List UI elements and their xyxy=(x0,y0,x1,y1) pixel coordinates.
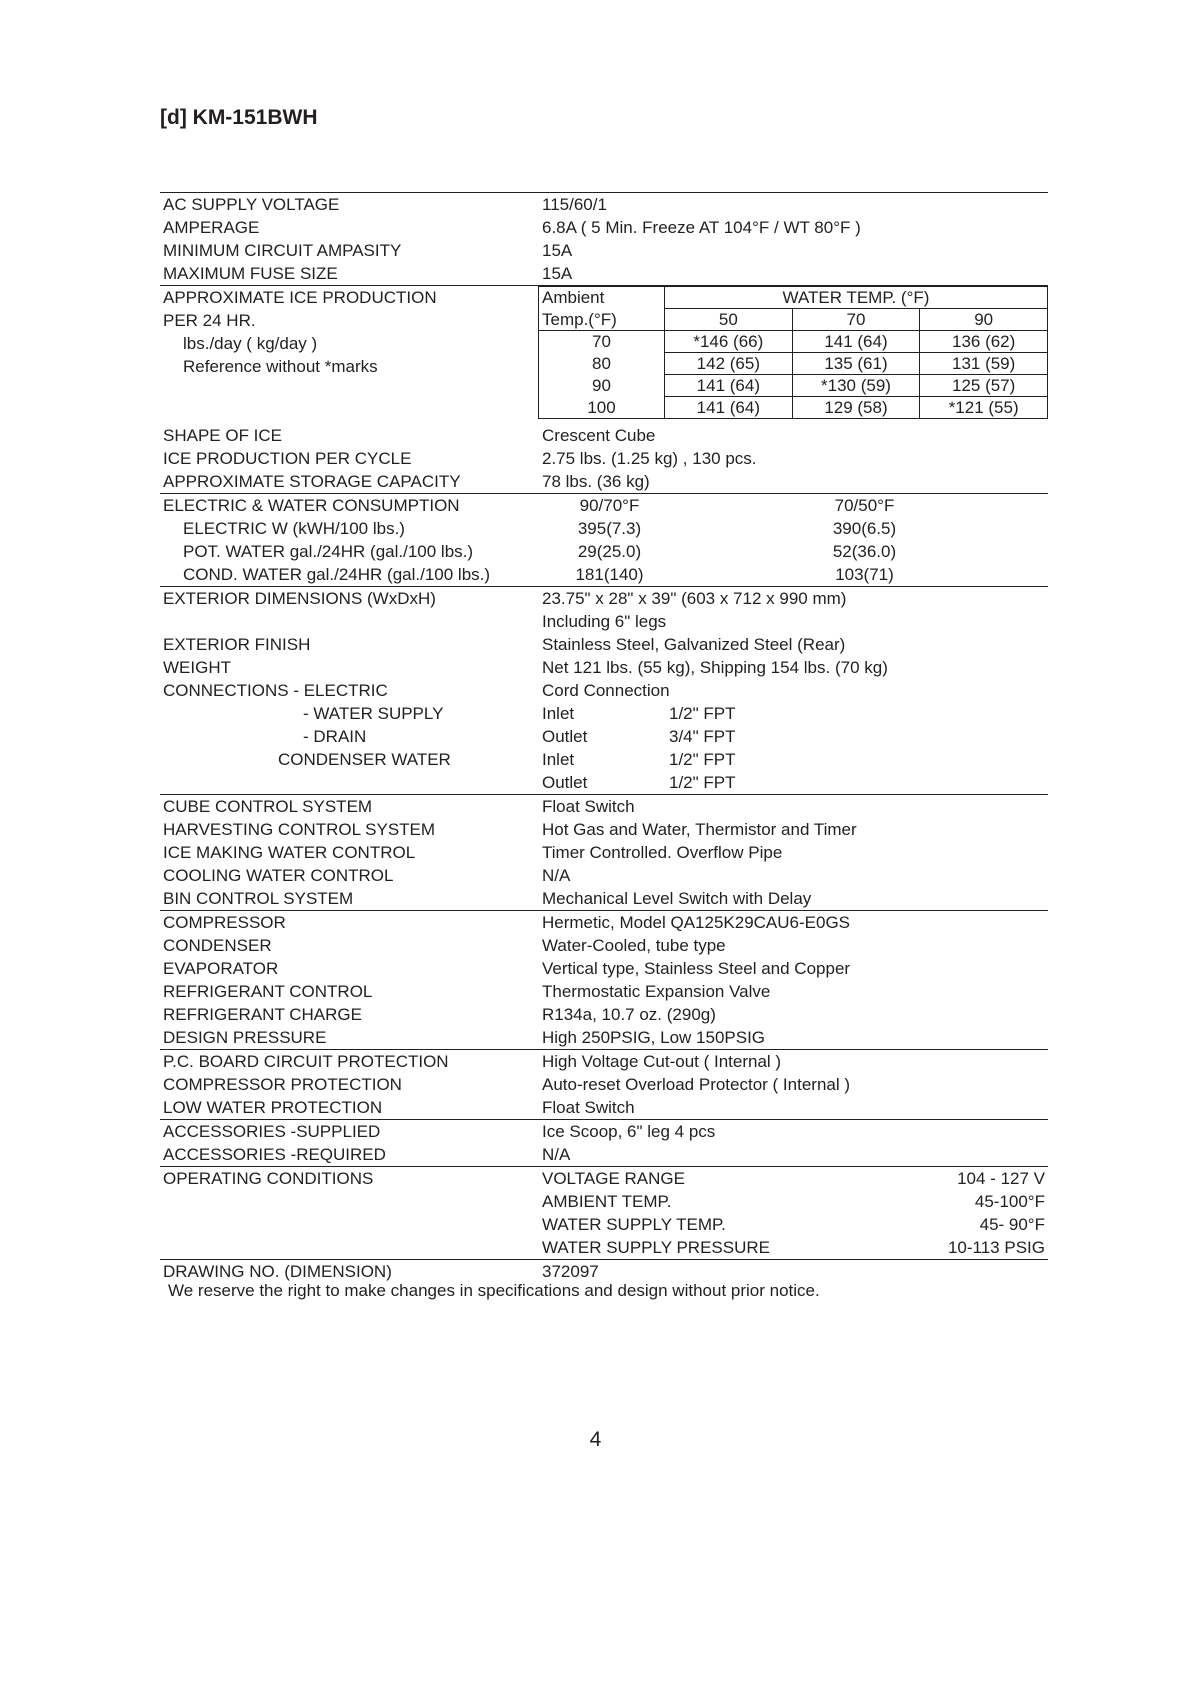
spec-row xyxy=(160,1073,1048,1096)
operating-row xyxy=(160,1167,1048,1190)
spec-value: 23.75" x 28" x 39" (603 x 712 x 990 mm) xyxy=(542,589,847,608)
spec-value: Auto-reset Overload Protector ( Internal ) xyxy=(542,1075,851,1094)
spec-row xyxy=(160,447,1048,470)
spec-label: REFRIGERANT CHARGE xyxy=(163,1005,362,1024)
spec-label: DRAWING NO. (DIMENSION) xyxy=(163,1262,392,1281)
spec-row xyxy=(160,656,1048,679)
production-cell: 135 (61) xyxy=(792,353,920,375)
ambient-header: Ambient xyxy=(539,287,665,309)
spec-value: Water-Cooled, tube type xyxy=(542,936,726,955)
spec-value: Outlet xyxy=(542,773,588,792)
spec-value: Hot Gas and Water, Thermistor and Timer xyxy=(542,820,857,839)
spec-label: AC SUPPLY VOLTAGE xyxy=(163,195,340,214)
spec-value: Stainless Steel, Galvanized Steel (Rear) xyxy=(542,635,846,654)
production-cell: *121 (55) xyxy=(920,397,1048,419)
production-cell: 141 (64) xyxy=(665,375,793,397)
production-cell: 131 (59) xyxy=(920,353,1048,375)
spec-value: Thermostatic Expansion Valve xyxy=(542,982,771,1001)
consumption-value: 52(36.0) xyxy=(832,542,897,561)
spec-value: Float Switch xyxy=(542,797,635,816)
production-cell: 142 (65) xyxy=(665,353,793,375)
operating-value: 104 - 127 V xyxy=(957,1169,1045,1188)
spec-value: 3/4" FPT xyxy=(669,727,736,746)
production-cell: 125 (57) xyxy=(920,375,1048,397)
ice-production-table xyxy=(538,286,1048,419)
spec-value: 1/2" FPT xyxy=(669,704,736,723)
ambient-cell: 100 xyxy=(539,397,665,419)
spec-label: LOW WATER PROTECTION xyxy=(163,1098,383,1117)
consumption-value: 29(25.0) xyxy=(577,542,642,561)
spec-label: COMPRESSOR xyxy=(163,913,286,932)
consumption-value: 181(140) xyxy=(575,565,644,584)
spec-row xyxy=(160,587,1048,610)
spec-row xyxy=(160,841,1048,864)
spec-row xyxy=(160,193,1048,216)
spec-label: CONDENSER xyxy=(163,936,272,955)
spec-label: MINIMUM CIRCUIT AMPASITY xyxy=(163,241,402,260)
spec-value: Net 121 lbs. (55 kg), Shipping 154 lbs. (70 kg) xyxy=(542,658,888,677)
spec-label: COOLING WATER CONTROL xyxy=(163,866,394,885)
spec-value: N/A xyxy=(542,866,571,885)
operating-value: 45- 90°F xyxy=(979,1215,1045,1234)
water-temp-header: WATER TEMP. (°F) xyxy=(665,287,1048,309)
ice-production-section xyxy=(160,286,1048,424)
consumption-row xyxy=(160,517,1048,540)
spec-value: Timer Controlled. Overflow Pipe xyxy=(542,843,783,862)
reference-note: Reference without *marks xyxy=(183,357,378,376)
spec-value: 1/2" FPT xyxy=(669,773,736,792)
spec-row xyxy=(160,1026,1048,1050)
spec-row xyxy=(160,470,1048,494)
spec-row xyxy=(160,864,1048,887)
spec-row xyxy=(160,702,1048,725)
production-cell: 136 (62) xyxy=(920,331,1048,353)
water-temp-col: 70 xyxy=(792,309,920,331)
spec-value: Cord Connection xyxy=(542,681,670,700)
water-temp-col: 90 xyxy=(920,309,1048,331)
spec-value: 115/60/1 xyxy=(542,195,607,214)
water-temp-col: 50 xyxy=(665,309,793,331)
spec-value: High Voltage Cut-out ( Internal ) xyxy=(542,1052,782,1071)
spec-value: Vertical type, Stainless Steel and Copper xyxy=(542,959,851,978)
spec-value: Outlet xyxy=(542,727,588,746)
spec-value: Crescent Cube xyxy=(542,426,656,445)
spec-row xyxy=(160,1120,1048,1143)
spec-row xyxy=(160,1050,1048,1073)
spec-row xyxy=(160,934,1048,957)
operating-value: 45-100°F xyxy=(974,1192,1045,1211)
ambient-cell: 80 xyxy=(539,353,665,375)
spec-value: R134a, 10.7 oz. (290g) xyxy=(542,1005,716,1024)
spec-row xyxy=(160,911,1048,934)
ice-production-labels xyxy=(163,286,437,378)
production-cell: 141 (64) xyxy=(792,331,920,353)
spec-label: P.C. BOARD CIRCUIT PROTECTION xyxy=(163,1052,449,1071)
spec-label: ACCESSORIES -SUPPLIED xyxy=(163,1122,381,1141)
spec-value: Inlet xyxy=(542,750,575,769)
ambient-cell: 90 xyxy=(539,375,665,397)
spec-row xyxy=(160,633,1048,656)
spec-label: - DRAIN xyxy=(303,727,367,746)
spec-label: SHAPE OF ICE xyxy=(163,426,283,445)
consumption-col-header: 70/50°F xyxy=(834,496,895,515)
spec-row xyxy=(160,239,1048,262)
spec-value: 1/2" FPT xyxy=(669,750,736,769)
spec-label: - WATER SUPPLY xyxy=(303,704,444,723)
ice-production-label: APPROXIMATE ICE PRODUCTION xyxy=(163,288,437,307)
spec-row xyxy=(160,887,1048,911)
spec-label: BIN CONTROL SYSTEM xyxy=(163,889,354,908)
spec-value: 78 lbs. (36 kg) xyxy=(542,472,650,491)
spec-label: POT. WATER gal./24HR (gal./100 lbs.) xyxy=(183,542,474,561)
page-number: 4 xyxy=(589,1428,602,1451)
spec-label: COMPRESSOR PROTECTION xyxy=(163,1075,402,1094)
production-cell: *146 (66) xyxy=(665,331,793,353)
spec-label: HARVESTING CONTROL SYSTEM xyxy=(163,820,436,839)
spec-value: Mechanical Level Switch with Delay xyxy=(542,889,812,908)
spec-label: ELECTRIC W (kWH/100 lbs.) xyxy=(183,519,405,538)
spec-label: ICE MAKING WATER CONTROL xyxy=(163,843,416,862)
spec-row xyxy=(160,818,1048,841)
spec-label: EXTERIOR FINISH xyxy=(163,635,311,654)
spec-value: Inlet xyxy=(542,704,575,723)
spec-row xyxy=(160,1143,1048,1167)
spec-label: EVAPORATOR xyxy=(163,959,279,978)
spec-label: CUBE CONTROL SYSTEM xyxy=(163,797,373,816)
consumption-row xyxy=(160,540,1048,563)
spec-label: REFRIGERANT CONTROL xyxy=(163,982,373,1001)
consumption-header-row xyxy=(160,494,1048,517)
unit-label: lbs./day ( kg/day ) xyxy=(183,334,318,353)
spec-value: 15A xyxy=(542,241,573,260)
spec-row xyxy=(160,980,1048,1003)
spec-value: 2.75 lbs. (1.25 kg) , 130 pcs. xyxy=(542,449,757,468)
operating-name: WATER SUPPLY TEMP. xyxy=(542,1215,726,1234)
spec-label: OPERATING CONDITIONS xyxy=(163,1169,374,1188)
consumption-value: 395(7.3) xyxy=(577,519,642,538)
spec-value: Float Switch xyxy=(542,1098,635,1117)
spec-label: APPROXIMATE STORAGE CAPACITY xyxy=(163,472,461,491)
per-24hr-label: PER 24 HR. xyxy=(163,311,256,330)
spec-value: Hermetic, Model QA125K29CAU6-E0GS xyxy=(542,913,851,932)
disclaimer-note: We reserve the right to make changes in specifications and design without prior notice. xyxy=(168,1281,820,1300)
spec-value: Ice Scoop, 6" leg 4 pcs xyxy=(542,1122,716,1141)
operating-name: AMBIENT TEMP. xyxy=(542,1192,672,1211)
spec-label: EXTERIOR DIMENSIONS (WxDxH) xyxy=(163,589,436,608)
spec-label: ICE PRODUCTION PER CYCLE xyxy=(163,449,412,468)
spec-row xyxy=(160,725,1048,748)
spec-value: Including 6" legs xyxy=(542,612,667,631)
spec-value: 15A xyxy=(542,264,573,283)
spec-label: MAXIMUM FUSE SIZE xyxy=(163,264,338,283)
spec-label: WEIGHT xyxy=(163,658,231,677)
spec-row xyxy=(160,795,1048,818)
production-cell: *130 (59) xyxy=(792,375,920,397)
operating-row xyxy=(160,1213,1048,1236)
spec-row xyxy=(160,771,1048,795)
operating-name: VOLTAGE RANGE xyxy=(542,1169,685,1188)
operating-row xyxy=(160,1190,1048,1213)
spec-value: 372097 xyxy=(542,1262,599,1281)
spec-row xyxy=(160,1003,1048,1026)
spec-row xyxy=(160,679,1048,702)
operating-row xyxy=(160,1236,1048,1260)
spec-value: N/A xyxy=(542,1145,571,1164)
spec-table xyxy=(160,192,1048,1283)
spec-row xyxy=(160,957,1048,980)
spec-label: ACCESSORIES -REQUIRED xyxy=(163,1145,386,1164)
spec-row xyxy=(160,424,1048,447)
consumption-value: 103(71) xyxy=(835,565,894,584)
spec-row xyxy=(160,1096,1048,1120)
spec-label: CONNECTIONS - ELECTRIC xyxy=(163,681,388,700)
operating-value: 10-113 PSIG xyxy=(947,1238,1045,1257)
spec-row xyxy=(160,610,1048,633)
spec-label: DESIGN PRESSURE xyxy=(163,1028,327,1047)
consumption-col-header: 90/70°F xyxy=(579,496,640,515)
spec-value: High 250PSIG, Low 150PSIG xyxy=(542,1028,766,1047)
spec-row xyxy=(160,748,1048,771)
spec-row xyxy=(160,216,1048,239)
production-cell: 129 (58) xyxy=(792,397,920,419)
spec-label: CONDENSER WATER xyxy=(278,750,451,769)
spec-label: COND. WATER gal./24HR (gal./100 lbs.) xyxy=(183,565,491,584)
consumption-value: 390(6.5) xyxy=(832,519,897,538)
ambient-header-unit: Temp.(°F) xyxy=(539,309,665,331)
spec-row xyxy=(160,262,1048,286)
spec-row xyxy=(160,1260,1048,1283)
consumption-row xyxy=(160,563,1048,587)
operating-name: WATER SUPPLY PRESSURE xyxy=(542,1238,770,1257)
page-title: [d] KM-151BWH xyxy=(160,106,318,129)
spec-label: ELECTRIC & WATER CONSUMPTION xyxy=(163,496,460,515)
spec-label: AMPERAGE xyxy=(163,218,260,237)
ambient-cell: 70 xyxy=(539,331,665,353)
spec-value: 6.8A ( 5 Min. Freeze AT 104°F / WT 80°F ) xyxy=(542,218,861,237)
production-cell: 141 (64) xyxy=(665,397,793,419)
